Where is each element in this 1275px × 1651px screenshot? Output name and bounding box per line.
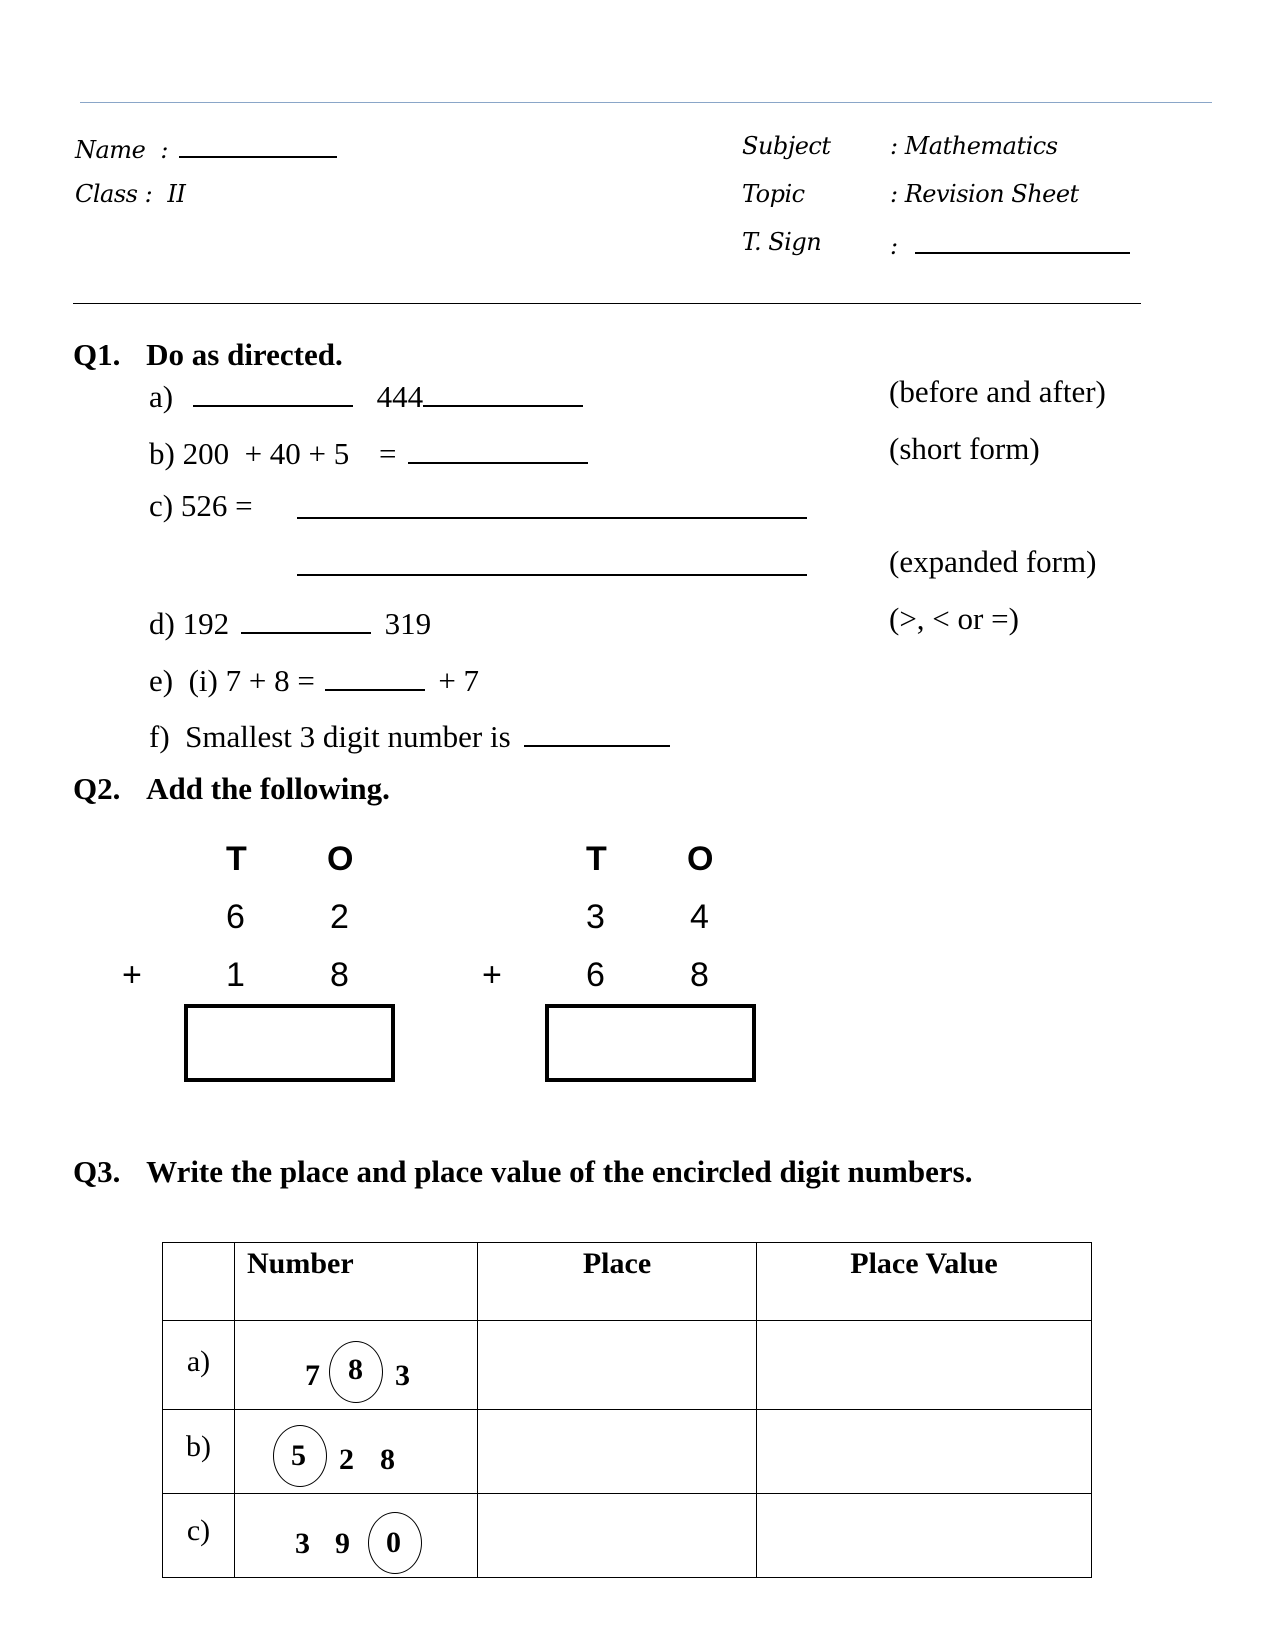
q2-p1-answer-box[interactable] <box>184 1004 395 1082</box>
digit: 7 <box>305 1359 320 1392</box>
place-value-answer-cell[interactable] <box>757 1321 1092 1410</box>
row-label: c) <box>163 1494 235 1578</box>
tsign-field: : <box>890 228 1130 260</box>
digit: 2 <box>339 1443 354 1476</box>
q1-f: f) Smallest 3 digit number is <box>149 714 670 755</box>
table-row <box>163 1321 1092 1410</box>
digit: 8 <box>380 1443 395 1476</box>
q2-p2-row2-tens: 6 <box>586 956 605 994</box>
q1-c-blank-2[interactable] <box>297 574 807 576</box>
q1-c: c) 526 = <box>149 488 253 523</box>
circled-digit: 8 <box>348 1353 363 1386</box>
q2-p1-row2-ones: 8 <box>330 956 349 994</box>
q3-heading: Q3. Write the place and place value of the encircled digit numbers. <box>73 1154 973 1189</box>
q1-d: d) 192 319 <box>149 601 431 642</box>
circled-digit: 0 <box>386 1526 401 1559</box>
header-divider <box>73 303 1141 304</box>
q1-b: b) 200 + 40 + 5 = <box>149 431 588 472</box>
q2-heading: Q2. Add the following. <box>73 771 390 806</box>
q1-a-hint: (before and after) <box>889 374 1106 409</box>
digit: 9 <box>335 1527 350 1560</box>
q2-p1-row1-ones: 2 <box>330 898 349 936</box>
q2-p1-ones-header: O <box>327 840 354 878</box>
q1-a-before-blank[interactable] <box>193 374 353 407</box>
q2-p2-tens-header: T <box>586 840 607 878</box>
number-cell <box>235 1494 478 1578</box>
table-header-number: Number <box>235 1243 478 1321</box>
q2-p1-row1-tens: 6 <box>226 898 245 936</box>
topic-value: : Revision Sheet <box>890 180 1079 208</box>
digit: 3 <box>395 1359 410 1392</box>
name-field: Name : <box>75 132 337 164</box>
row-label: a) <box>163 1321 235 1410</box>
q1-d-hint: (>, < or =) <box>889 601 1019 636</box>
top-rule <box>80 102 1212 103</box>
place-value-table <box>162 1242 1092 1578</box>
q1-e-blank[interactable] <box>325 658 425 691</box>
digit: 3 <box>295 1527 310 1560</box>
q1-c-blank-1[interactable] <box>297 517 807 519</box>
q2-p2-row1-ones: 4 <box>690 898 709 936</box>
place-value-answer-cell[interactable] <box>757 1410 1092 1494</box>
table-header-blank <box>163 1243 235 1321</box>
q2-p2-row2-ones: 8 <box>690 956 709 994</box>
table-header-row <box>163 1243 1092 1321</box>
tsign-label: T. Sign <box>742 228 822 256</box>
q1-heading: Q1. Do as directed. <box>73 337 343 372</box>
row-label: b) <box>163 1410 235 1494</box>
table-row <box>163 1494 1092 1578</box>
q2-p1-tens-header: T <box>226 840 247 878</box>
q2-p2-ones-header: O <box>687 840 714 878</box>
place-answer-cell[interactable] <box>478 1494 757 1578</box>
topic-label: Topic <box>742 180 805 208</box>
table-row <box>163 1410 1092 1494</box>
class-field: Class : II <box>75 180 186 208</box>
q1-a-after-blank[interactable] <box>423 374 583 407</box>
q2-p2-plus: + <box>482 956 502 994</box>
q1-d-blank[interactable] <box>241 601 371 634</box>
q1-e: e) (i) 7 + 8 = + 7 <box>149 658 479 699</box>
place-answer-cell[interactable] <box>478 1321 757 1410</box>
q1-c-hint: (expanded form) <box>889 544 1097 579</box>
q2-p1-row2-tens: 1 <box>226 956 245 994</box>
q1-a: a) 444 <box>149 374 583 415</box>
q2-p2-answer-box[interactable] <box>545 1004 756 1082</box>
subject-value: : Mathematics <box>890 132 1058 160</box>
name-blank[interactable] <box>179 132 337 158</box>
number-cell <box>235 1321 478 1410</box>
q1-b-hint: (short form) <box>889 431 1040 466</box>
q1-b-blank[interactable] <box>408 431 588 464</box>
number-cell <box>235 1410 478 1494</box>
place-answer-cell[interactable] <box>478 1410 757 1494</box>
subject-label: Subject <box>742 132 831 160</box>
tsign-blank[interactable] <box>915 228 1130 254</box>
circled-digit: 5 <box>291 1439 306 1472</box>
place-value-answer-cell[interactable] <box>757 1494 1092 1578</box>
q1-f-blank[interactable] <box>524 714 670 747</box>
q2-p1-plus: + <box>122 956 142 994</box>
table-header-place-value: Place Value <box>757 1243 1092 1321</box>
table-header-place: Place <box>478 1243 757 1321</box>
q2-p2-row1-tens: 3 <box>586 898 605 936</box>
